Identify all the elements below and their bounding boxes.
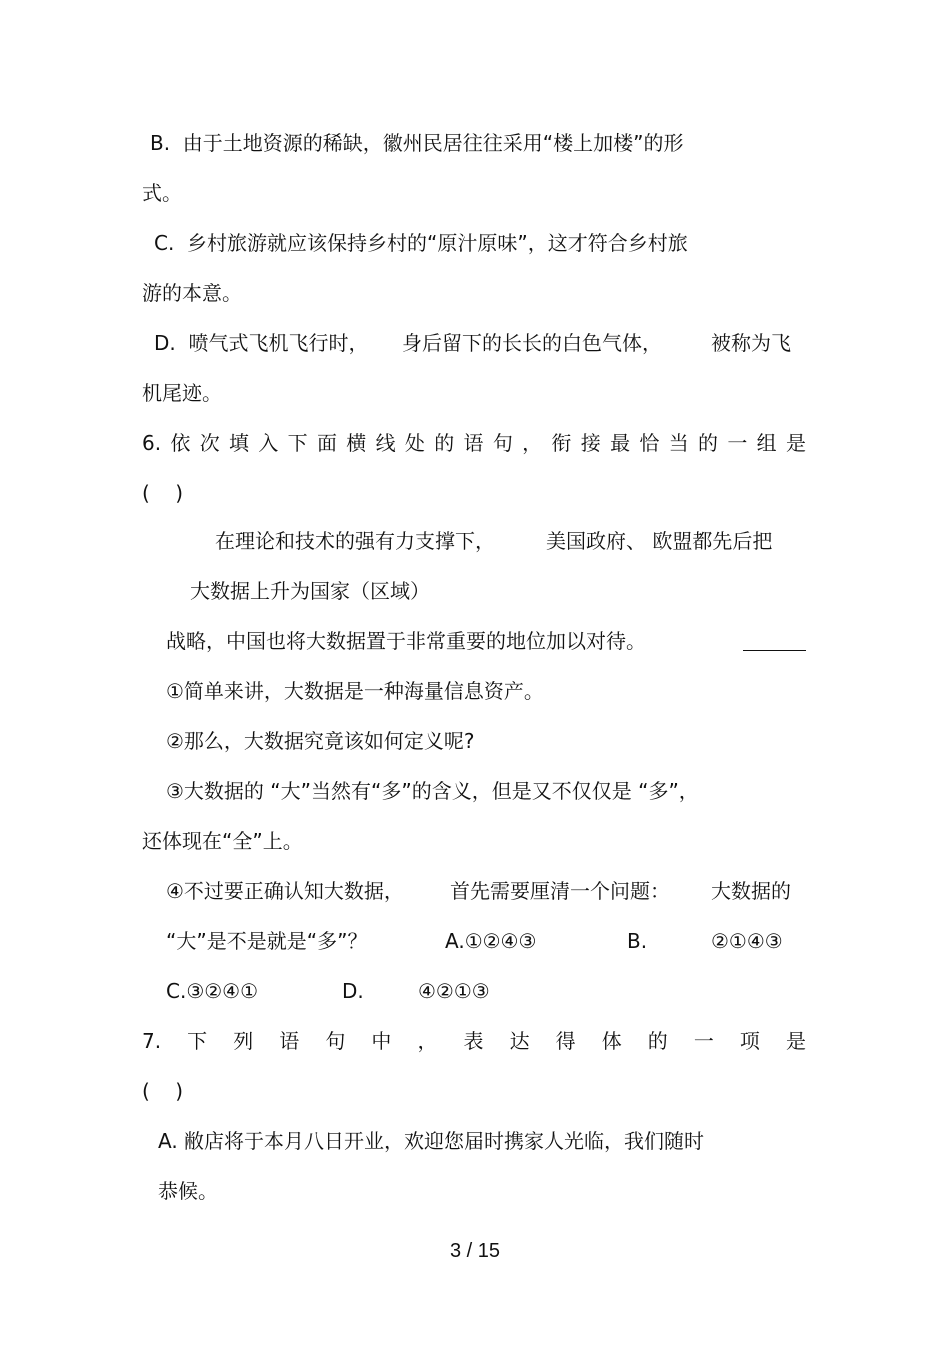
question-7-char: 7. xyxy=(142,1029,162,1053)
option-d-line1a: D. 喷气式飞机飞行时， xyxy=(154,331,369,355)
choice-b-label: B. xyxy=(627,929,648,953)
question-6-char: 的 xyxy=(698,431,719,455)
question-6-char: 的 xyxy=(434,431,455,455)
q7-option-a-line1: A. 敝店将于本月八日开业，欢迎您届时携家人光临，我们随时 xyxy=(158,1129,705,1153)
passage-line1a: 在理论和技术的强有力支撑下， xyxy=(215,529,495,553)
choice-d-label: D. xyxy=(342,979,364,1003)
question-7-char: 达 xyxy=(509,1029,530,1053)
question-6-stem xyxy=(142,430,806,456)
question-6-char: 填 xyxy=(229,431,250,455)
question-7-char: 中 xyxy=(371,1029,392,1053)
question-6-char: 下 xyxy=(287,431,308,455)
option-b-line2: 式。 xyxy=(142,181,182,205)
sentence-4-cont: “大”是不是就是“多”？ xyxy=(166,929,368,953)
question-7-char: 列 xyxy=(233,1029,254,1053)
question-7-char: 一 xyxy=(693,1029,714,1053)
choice-b: ②①④③ xyxy=(711,929,783,953)
question-6-char: 6. xyxy=(142,431,162,455)
option-b-line1: B. 由于土地资源的稀缺，徽州民居往往采用“楼上加楼”的形 xyxy=(150,131,684,155)
question-7-char: 句 xyxy=(325,1029,346,1053)
q7-option-a-line2: 恭候。 xyxy=(158,1179,218,1203)
sentence-3: ③大数据的 “大”当然有“多”的含义，但是又不仅仅是 “多”， xyxy=(166,779,699,803)
passage-line1b: 美国政府、 欧盟都先后把 xyxy=(546,529,773,553)
question-6-char: 接 xyxy=(580,431,601,455)
question-6-char: 语 xyxy=(463,431,484,455)
question-6-char: 句 xyxy=(492,431,513,455)
question-7-stem xyxy=(142,1028,806,1054)
sentence-3-cont: 还体现在“全”上。 xyxy=(142,829,303,853)
question-6-char: 入 xyxy=(258,431,279,455)
sentence-1: ①简单来讲，大数据是一种海量信息资产。 xyxy=(166,679,544,703)
question-6-char: 当 xyxy=(668,431,689,455)
option-c-line2: 游的本意。 xyxy=(142,281,242,305)
question-6-char: 横 xyxy=(346,431,367,455)
sentence-4a: ④不过要正确认知大数据， xyxy=(166,879,404,903)
question-6-char: 次 xyxy=(199,431,220,455)
question-6-char: 是 xyxy=(785,431,806,455)
question-6-char: 面 xyxy=(316,431,337,455)
option-d-line2: 机尾迹。 xyxy=(142,381,222,405)
question-7-char: ， xyxy=(417,1029,438,1053)
question-7-char: 得 xyxy=(555,1029,576,1053)
question-7-char: 下 xyxy=(187,1029,208,1053)
choice-a: A.①②④③ xyxy=(445,929,537,953)
sentence-4c: 大数据的 xyxy=(711,879,791,903)
sentence-2: ②那么，大数据究竟该如何定义呢? xyxy=(166,729,475,753)
question-7-char: 表 xyxy=(463,1029,484,1053)
choice-c: C.③②④① xyxy=(166,979,259,1003)
question-6-char: 依 xyxy=(170,431,191,455)
question-6-char: ， xyxy=(522,431,543,455)
question-6-char: 恰 xyxy=(639,431,660,455)
page-number: 3 / 15 xyxy=(449,1240,501,1262)
passage-line2: 大数据上升为国家（区域） xyxy=(190,579,430,603)
choice-d: ④②①③ xyxy=(418,979,490,1003)
question-7-char: 的 xyxy=(647,1029,668,1053)
question-7-paren: ( ) xyxy=(142,1079,184,1103)
question-7-char: 体 xyxy=(601,1029,622,1053)
question-6-char: 一 xyxy=(727,431,748,455)
answer-blank xyxy=(743,650,806,651)
passage-line3: 战略，中国也将大数据置于非常重要的地位加以对待。 xyxy=(166,629,646,653)
option-c-line1: C. 乡村旅游就应该保持乡村的“原汁原味”，这才符合乡村旅 xyxy=(154,231,688,255)
option-d-line1b: 身后留下的长长的白色气体， xyxy=(402,331,662,355)
sentence-4b: 首先需要厘清一个问题： xyxy=(450,879,670,903)
question-6-paren: ( ) xyxy=(142,481,184,505)
question-6-char: 最 xyxy=(610,431,631,455)
question-7-char: 语 xyxy=(279,1029,300,1053)
question-7-char: 项 xyxy=(739,1029,760,1053)
question-6-char: 组 xyxy=(756,431,777,455)
option-d-line1c: 被称为飞 xyxy=(711,331,791,355)
question-7-char: 是 xyxy=(785,1029,806,1053)
question-6-char: 处 xyxy=(404,431,425,455)
question-6-char: 线 xyxy=(375,431,396,455)
question-6-char: 衔 xyxy=(551,431,572,455)
